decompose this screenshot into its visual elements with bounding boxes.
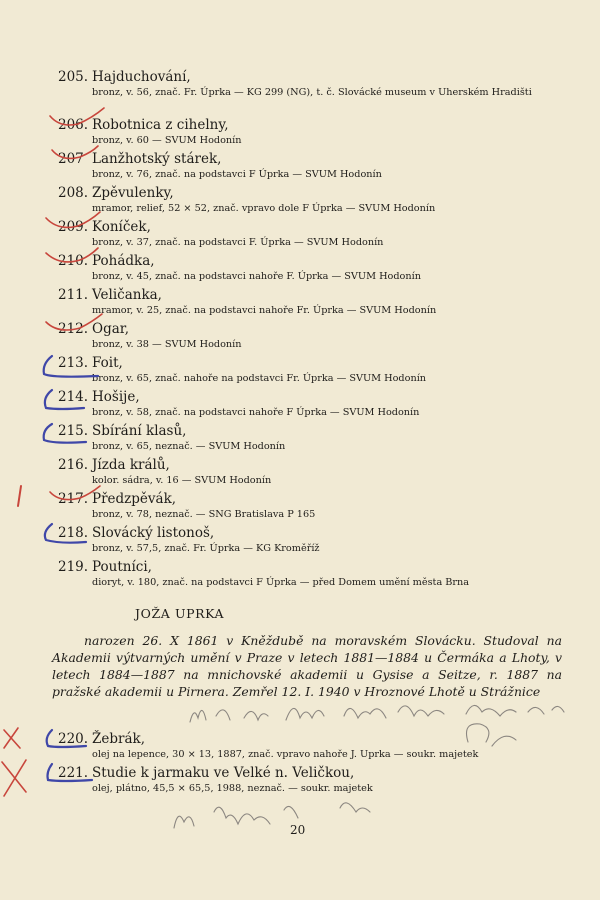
red-tick-mark — [18, 486, 21, 506]
red-cross-mark — [2, 760, 26, 796]
entry-title: Hajduchování, — [92, 69, 191, 85]
catalog-entry-218 — [58, 522, 568, 556]
entry-title: Slovácký listonoš, — [92, 525, 215, 541]
entry-detail: kolor. sádra, v. 16 — SVUM Hodonín — [92, 475, 272, 486]
catalog-entry-206 — [58, 114, 568, 148]
red-cross-mark — [4, 728, 20, 748]
entry-title: Ogar, — [92, 321, 130, 337]
catalog-entry-216 — [58, 454, 568, 488]
entry-detail: olej na lepence, 30 × 13, 1887, znač. vpravo nahoře J. Uprka — soukr. majetek — [92, 749, 479, 760]
entry-detail: mramor, v. 25, znač. na podstavci nahoře Fr. Úprka — SVUM Hodonín — [92, 305, 437, 316]
catalog-entry-207 — [58, 148, 568, 182]
pencil-scribble — [174, 803, 370, 828]
catalog-entry-209 — [58, 216, 568, 250]
catalog-entry-211 — [58, 284, 568, 318]
catalog-entry-205 — [58, 66, 568, 100]
entry-number: 209. — [58, 219, 89, 235]
entry-detail: bronz, v. 57,5, znač. Fr. Úprka — KG Kroměříž — [92, 543, 320, 554]
entry-detail: olej, plátno, 45,5 × 65,5, 1988, neznač. — soukr. majetek — [92, 783, 373, 794]
catalog-entry-221 — [58, 762, 568, 796]
catalog-entry-213 — [58, 352, 568, 386]
entry-number: 214. — [58, 389, 89, 405]
entry-title: Studie k jarmaku ve Velké n. Veličkou, — [92, 765, 355, 781]
entry-title: Koníček, — [92, 219, 151, 235]
catalog-entry-215 — [58, 420, 568, 454]
entry-title: Pohádka, — [92, 253, 155, 269]
entry-number: 213. — [58, 355, 89, 371]
entry-detail: bronz, v. 65, neznač. — SVUM Hodonín — [92, 441, 286, 452]
entry-number: 215. — [58, 423, 89, 439]
entry-number: 221. — [58, 765, 89, 781]
entry-number: 218. — [58, 525, 89, 541]
entry-number: 206. — [58, 117, 89, 133]
catalog-entry-220 — [58, 728, 568, 762]
page-number: 20 — [290, 823, 306, 837]
catalog-entry-217 — [58, 488, 568, 522]
entry-title: Robotnica z cihelny, — [92, 117, 229, 133]
artist-heading: JOŽA UPRKA — [135, 606, 225, 621]
catalog-entry-219 — [58, 556, 568, 590]
entry-title: Předzpěvák, — [92, 491, 177, 507]
catalog-entry-212 — [58, 318, 568, 352]
pencil-scribble — [190, 705, 564, 722]
entry-detail: bronz, v. 65, znač. nahoře na podstavci Fr. Úprka — SVUM Hodonín — [92, 373, 427, 384]
entry-title: Sbírání klasů, — [92, 423, 187, 439]
entry-detail: bronz, v. 38 — SVUM Hodonín — [92, 339, 242, 350]
entry-detail: bronz, v. 58, znač. na podstavci nahoře F Úprka — SVUM Hodonín — [92, 407, 420, 418]
entry-number: 217. — [58, 491, 89, 507]
catalog-entry-214 — [58, 386, 568, 420]
entry-number: 208. — [58, 185, 89, 201]
entry-detail: mramor, relief, 52 × 52, znač. vpravo dole F Úprka — SVUM Hodonín — [92, 203, 436, 214]
catalog-entry-210 — [58, 250, 568, 284]
entry-number: 207 — [58, 151, 84, 167]
entry-detail: bronz, v. 45, znač. na podstavci nahoře F. Úprka — SVUM Hodonín — [92, 271, 421, 282]
entry-title: Poutníci, — [92, 559, 152, 575]
entry-number: 220. — [58, 731, 89, 747]
entry-number: 212. — [58, 321, 89, 337]
entry-title: Zpěvulenky, — [92, 185, 174, 201]
entry-title: Žebrák, — [92, 731, 145, 747]
entry-detail: bronz, v. 60 — SVUM Hodonín — [92, 135, 242, 146]
entry-detail: bronz, v. 78, neznač. — SNG Bratislava P 165 — [92, 509, 316, 520]
entry-title: Hošije, — [92, 389, 140, 405]
entry-number: 219. — [58, 559, 89, 575]
entry-title: Foit, — [92, 355, 123, 371]
entry-title: Lanžhotský stárek, — [92, 151, 222, 167]
entry-detail: bronz, v. 37, znač. na podstavci F. Úprka — SVUM Hodonín — [92, 237, 384, 248]
entry-detail: dioryt, v. 180, znač. na podstavci F Úprka — před Domem umění města Brna — [92, 577, 470, 588]
artist-biography: narozen 26. X 1861 v Kněždubě na moravském Slovácku. Studoval na Akademii výtvarných umění v Praze v letech 1881—1884 u Čermáka a Lhoty, v letech 1884—1887 na mnichovské akademii u Gysise a Seitze, r. 1887 na pražské akademii u Pirnera. Zemřel 12. I. 1940 v Hroznové Lhotě u Strážnice — [52, 633, 562, 699]
entry-title: Jízda králů, — [92, 457, 170, 473]
catalog-entry-208 — [58, 182, 568, 216]
entry-detail: bronz, v. 56, znač. Fr. Úprka — KG 299 (NG), t. č. Slovácké museum v Uherském Hradišti — [92, 87, 532, 98]
entry-title: Veličanka, — [92, 287, 162, 303]
entry-number: 211. — [58, 287, 89, 303]
entry-number: 210. — [58, 253, 89, 269]
entry-number: 205. — [58, 69, 89, 85]
entry-number: 216. — [58, 457, 89, 473]
entry-detail: bronz, v. 76, znač. na podstavci F Úprka — SVUM Hodonín — [92, 169, 382, 180]
